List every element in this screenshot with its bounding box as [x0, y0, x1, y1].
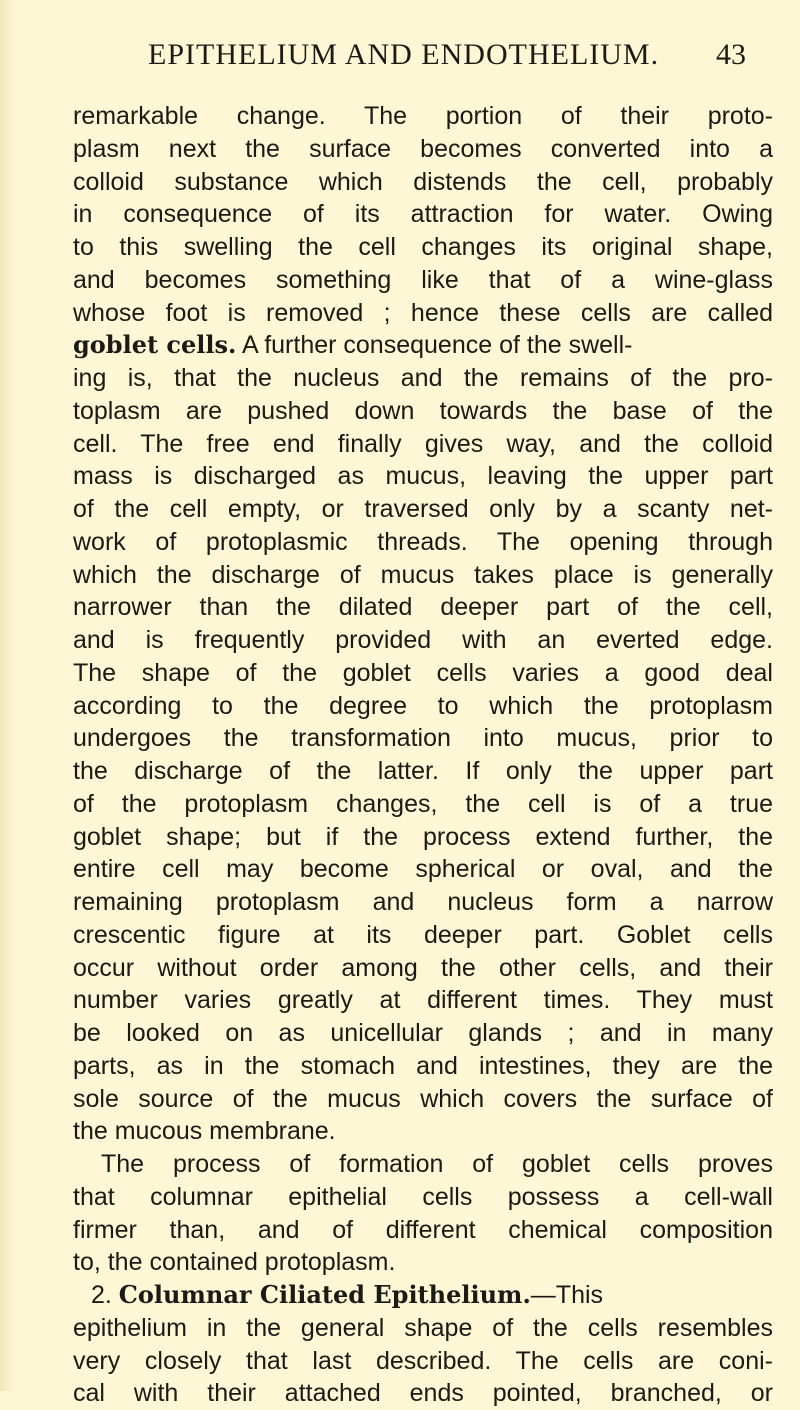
text-line: the mucous membrane.	[73, 1117, 336, 1146]
text-line: number varies greatly at different times. They must	[73, 986, 773, 1015]
text-line: firmer than, and of different chemical composition	[73, 1215, 773, 1244]
page-number: 43	[716, 38, 746, 71]
body-text	[73, 100, 773, 1410]
text-line: very closely that last described. The cells are coni-	[73, 1346, 773, 1375]
text-line: occur without order among the other cells, and their	[73, 953, 773, 982]
text-line: and is frequently provided with an everted edge.	[73, 626, 773, 654]
text-line: work of protoplasmic threads. The opening through	[73, 527, 773, 556]
text-line: whose foot is removed ; hence these cells are called	[73, 298, 773, 327]
text-line: epithelium in the general shape of the cells resembles	[73, 1313, 773, 1342]
text-line: narrower than the dilated deeper part of the cell,	[73, 593, 773, 622]
text-line: mass is discharged as mucus, leaving the upper part	[73, 462, 773, 491]
text-line: cell. The free end finally gives way, and the colloid	[73, 429, 773, 458]
page-header	[0, 38, 800, 78]
text-line: of the cell empty, or traversed only by a scanty net-	[73, 495, 773, 523]
text-line: remarkable change. The portion of their proto-	[73, 102, 773, 130]
text-line: ing is, that the nucleus and the remains of the pro-	[73, 364, 773, 392]
running-title: EPITHELIUM AND ENDOTHELIUM.	[148, 38, 660, 71]
section-number: 2.	[91, 1281, 119, 1309]
term-goblet-cells: goblet cells.	[73, 330, 237, 360]
text-line: entire cell may become spherical or oval, and the	[73, 855, 773, 884]
text-line	[73, 329, 773, 362]
text-line: undergoes the transformation into mucus, prior to	[73, 724, 773, 753]
text-line: which the discharge of mucus takes place is generally	[73, 560, 773, 589]
text-line: according to the degree to which the protoplasm	[73, 691, 773, 720]
text-line: cal with their attached ends pointed, branched, or	[73, 1379, 773, 1408]
text-line: colloid substance which distends the cell, probably	[73, 167, 773, 196]
text-line: the discharge of the latter. If only the upper part	[73, 757, 773, 785]
text-line: in consequence of its attraction for water. Owing	[73, 200, 773, 229]
text-line: remaining protoplasm and nucleus form a narrow	[73, 888, 773, 916]
text-line: of the protoplasm changes, the cell is of a true	[73, 789, 773, 818]
text-line: crescentic figure at its deeper part. Goblet cells	[73, 920, 773, 949]
text-line: that columnar epithelial cells possess a cell-wall	[73, 1182, 773, 1211]
text-line: to, the contained protoplasm.	[73, 1248, 396, 1277]
text-line-rest: —This	[530, 1281, 604, 1309]
text-line: sole source of the mucus which covers the surface of	[73, 1084, 773, 1113]
text-line: and becomes something like that of a wine-glass	[73, 265, 773, 294]
section-heading-line	[73, 1279, 773, 1312]
text-line: goblet shape; but if the process extend further, the	[73, 822, 773, 851]
paragraph-start-line: The process of formation of goblet cells proves	[101, 1150, 773, 1178]
page-spine-shadow	[0, 0, 14, 1391]
text-line: toplasm are pushed down towards the base of the	[73, 396, 773, 425]
text-line: to this swelling the cell changes its original shape,	[73, 233, 773, 261]
text-line: be looked on as unicellular glands ; and in many	[73, 1019, 773, 1047]
text-line: The shape of the goblet cells varies a good deal	[73, 658, 773, 687]
text-line: parts, as in the stomach and intestines, they are the	[73, 1051, 773, 1080]
text-line: plasm next the surface becomes converted into a	[73, 134, 773, 163]
section-heading: Columnar Ciliated Epithelium.	[118, 1280, 531, 1309]
text-line-rest: A further consequence of the swell-	[236, 331, 633, 360]
